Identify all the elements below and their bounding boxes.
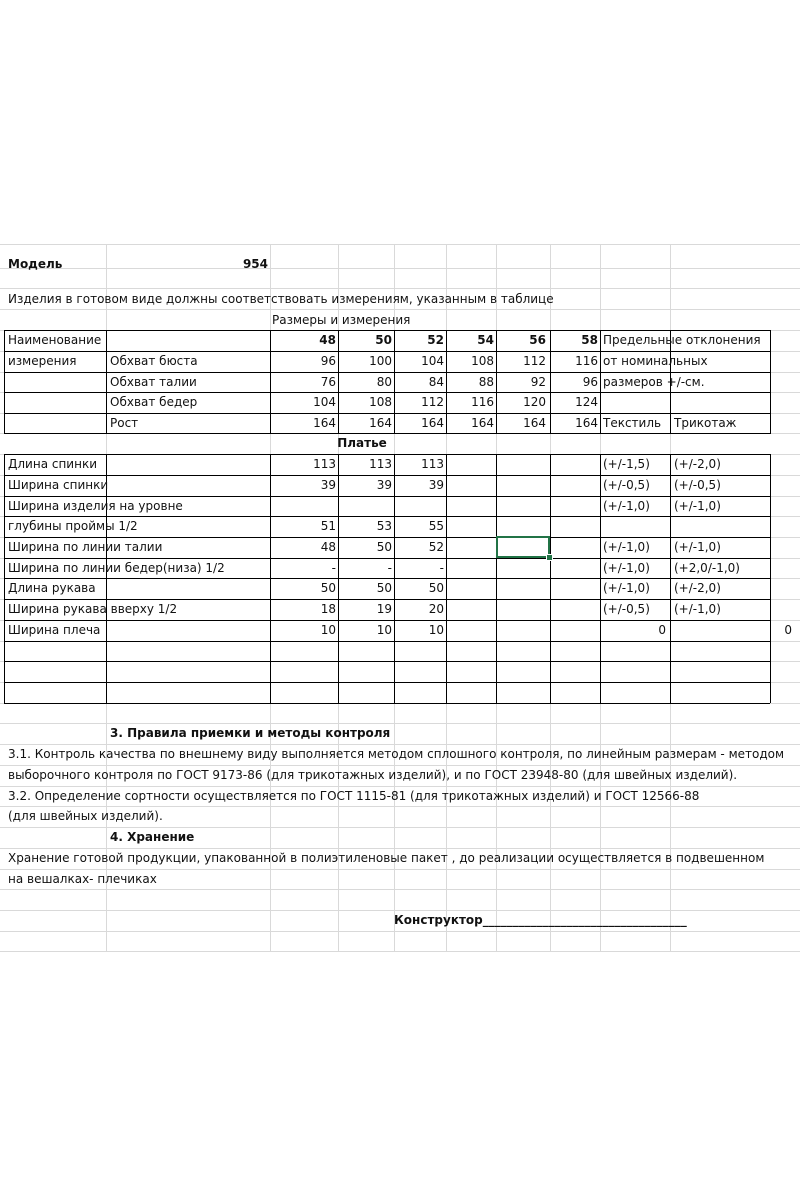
- constructor-label: Конструктор: [394, 913, 483, 927]
- rule-3-1-line2: выборочного контроля по ГОСТ 9173-86 (для трикотажных изделий), и по ГОСТ 23948-80 (для швейных изделий).: [8, 768, 738, 782]
- product-value-48: 18: [320, 602, 336, 616]
- body-measure-value: 164: [421, 416, 444, 430]
- tolerance-textile: 0: [658, 623, 666, 637]
- tolerance-knit: (+/-1,0): [674, 602, 721, 616]
- body-measure-value: 84: [428, 375, 444, 389]
- product-value-50: 113: [369, 457, 392, 471]
- fill-handle[interactable]: [546, 554, 553, 561]
- body-measure-value: 112: [421, 395, 444, 409]
- constructor-signature-line: __________________________________: [482, 913, 687, 927]
- product-value-50: 39: [376, 478, 392, 492]
- product-value-50: 10: [376, 623, 392, 637]
- size-50: 50: [375, 333, 392, 347]
- sizes-title: Размеры и измерения: [272, 313, 411, 327]
- constructor-signature: [394, 910, 687, 930]
- rule-3-2-line2: (для швейных изделий).: [8, 809, 163, 823]
- tolerance-textile: (+/-1,0): [603, 561, 650, 575]
- model-value: 954: [242, 257, 268, 271]
- product-measure-name: Длина рукава: [8, 581, 96, 595]
- body-measure-value: 80: [376, 375, 392, 389]
- tolerance-textile: (+/-0,5): [603, 478, 650, 492]
- size-52: 52: [427, 333, 444, 347]
- deviation-label-3: размеров +/-см.: [603, 375, 705, 389]
- product-value-48: 50: [320, 581, 336, 595]
- product-value-48: 51: [320, 519, 336, 533]
- product-value-52: 50: [428, 581, 444, 595]
- product-value-48: 113: [313, 457, 336, 471]
- section4-title: 4. Хранение: [110, 830, 195, 844]
- product-label: Платье: [337, 436, 387, 450]
- name-label-2: измерения: [8, 354, 77, 368]
- body-measure-value: 96: [582, 375, 598, 389]
- body-measure-name: Обхват талии: [110, 375, 197, 389]
- rule-3-2-line1: 3.2. Определение сортности осуществляется по ГОСТ 1115-81 (для трикотажных изделий) и ГОСТ 12566-88: [8, 789, 700, 803]
- tolerance-textile: (+/-1,5): [603, 457, 650, 471]
- body-measure-value: 104: [421, 354, 444, 368]
- body-measure-name: Обхват бедер: [110, 395, 198, 409]
- body-measure-name: Обхват бюста: [110, 354, 198, 368]
- tolerance-knit: (+2,0/-1,0): [674, 561, 740, 575]
- product-value-50: 50: [376, 581, 392, 595]
- deviation-label-1: Предельные отклонения: [603, 333, 761, 347]
- tolerance-textile: (+/-1,0): [603, 540, 650, 554]
- product-value-52: [396, 496, 444, 516]
- body-measure-value: 164: [369, 416, 392, 430]
- section3-title: 3. Правила приемки и методы контроля: [110, 726, 391, 740]
- body-measure-name: Рост: [110, 416, 139, 430]
- intro-text: Изделия в готовом виде должны соответствовать измерениям, указанным в таблице: [8, 292, 554, 306]
- product-value-50: -: [387, 561, 392, 575]
- product-measure-name: Длина спинки: [8, 457, 97, 471]
- product-value-52: 52: [428, 540, 444, 554]
- product-measure-name: Ширина спинки: [8, 478, 109, 492]
- body-measure-value: 164: [313, 416, 336, 430]
- product-value-48: 10: [320, 623, 336, 637]
- body-measure-value: 108: [471, 354, 494, 368]
- product-value-50: [340, 496, 392, 516]
- product-value-48: 39: [320, 478, 336, 492]
- product-value-52: 55: [428, 519, 444, 533]
- body-measure-value: 108: [369, 395, 392, 409]
- body-measure-value: 100: [369, 354, 392, 368]
- size-54: 54: [477, 333, 494, 347]
- selected-cell[interactable]: [496, 536, 550, 558]
- rule-3-1-line1: 3.1. Контроль качества по внешнему виду выполняется методом сплошного контроля, по линейным размерам - методом: [8, 747, 785, 761]
- size-56: 56: [529, 333, 546, 347]
- product-measure-name: глубины проймы 1/2: [8, 519, 138, 533]
- tolerance-textile: (+/-1,0): [603, 499, 650, 513]
- body-measure-value: 76: [320, 375, 336, 389]
- product-measure-name: Ширина по линии талии: [8, 540, 163, 554]
- body-measure-value: 124: [575, 395, 598, 409]
- product-measure-name: Ширина плеча: [8, 623, 101, 637]
- product-value-50: 19: [376, 602, 392, 616]
- body-measure-value: 164: [575, 416, 598, 430]
- body-measure-value: 88: [478, 375, 494, 389]
- tolerance-textile: (+/-0,5): [603, 602, 650, 616]
- product-value-48: -: [331, 561, 336, 575]
- body-measure-value: 104: [313, 395, 336, 409]
- body-measure-value: 116: [575, 354, 598, 368]
- name-label-1: Наименование: [8, 333, 102, 347]
- tolerance-knit: (+/-1,0): [674, 499, 721, 513]
- product-value-52: 20: [428, 602, 444, 616]
- tolerance-textile: (+/-1,0): [603, 581, 650, 595]
- body-measure-value: 120: [523, 395, 546, 409]
- product-measure-name: Ширина по линии бедер(низа) 1/2: [8, 561, 225, 575]
- product-measure-name: Ширина изделия на уровне: [8, 499, 183, 513]
- tolerance-knit: (+/-0,5): [674, 478, 721, 492]
- model-label: Модель: [8, 257, 63, 271]
- body-measure-value: 92: [530, 375, 546, 389]
- body-measure-value: 116: [471, 395, 494, 409]
- product-value-50: 50: [376, 540, 392, 554]
- product-value-50: 53: [376, 519, 392, 533]
- tolerance-knit: 0: [784, 623, 792, 637]
- product-value-52: 10: [428, 623, 444, 637]
- tolerance-knit: (+/-1,0): [674, 540, 721, 554]
- body-measure-value: 112: [523, 354, 546, 368]
- product-value-52: -: [439, 561, 444, 575]
- storage-line1: Хранение готовой продукции, упакованной в полиэтиленовые пакет , до реализации осуществляется в подвешенном: [8, 851, 765, 865]
- textile-label: Текстиль: [603, 416, 662, 430]
- product-measure-name: Ширина рукава вверху 1/2: [8, 602, 178, 616]
- deviation-label-2: от номинальных: [603, 354, 708, 368]
- body-measure-value: 164: [471, 416, 494, 430]
- storage-line2: на вешалках- плечиках: [8, 872, 157, 886]
- body-measure-value: 164: [523, 416, 546, 430]
- tolerance-knit: (+/-2,0): [674, 457, 721, 471]
- product-value-48: [272, 496, 336, 516]
- tolerance-knit: (+/-2,0): [674, 581, 721, 595]
- size-48: 48: [319, 333, 336, 347]
- product-value-52: 39: [428, 478, 444, 492]
- body-measure-value: 96: [320, 354, 336, 368]
- product-value-48: 48: [320, 540, 336, 554]
- knit-label: Трикотаж: [674, 416, 737, 430]
- product-value-52: 113: [421, 457, 444, 471]
- size-58: 58: [581, 333, 598, 347]
